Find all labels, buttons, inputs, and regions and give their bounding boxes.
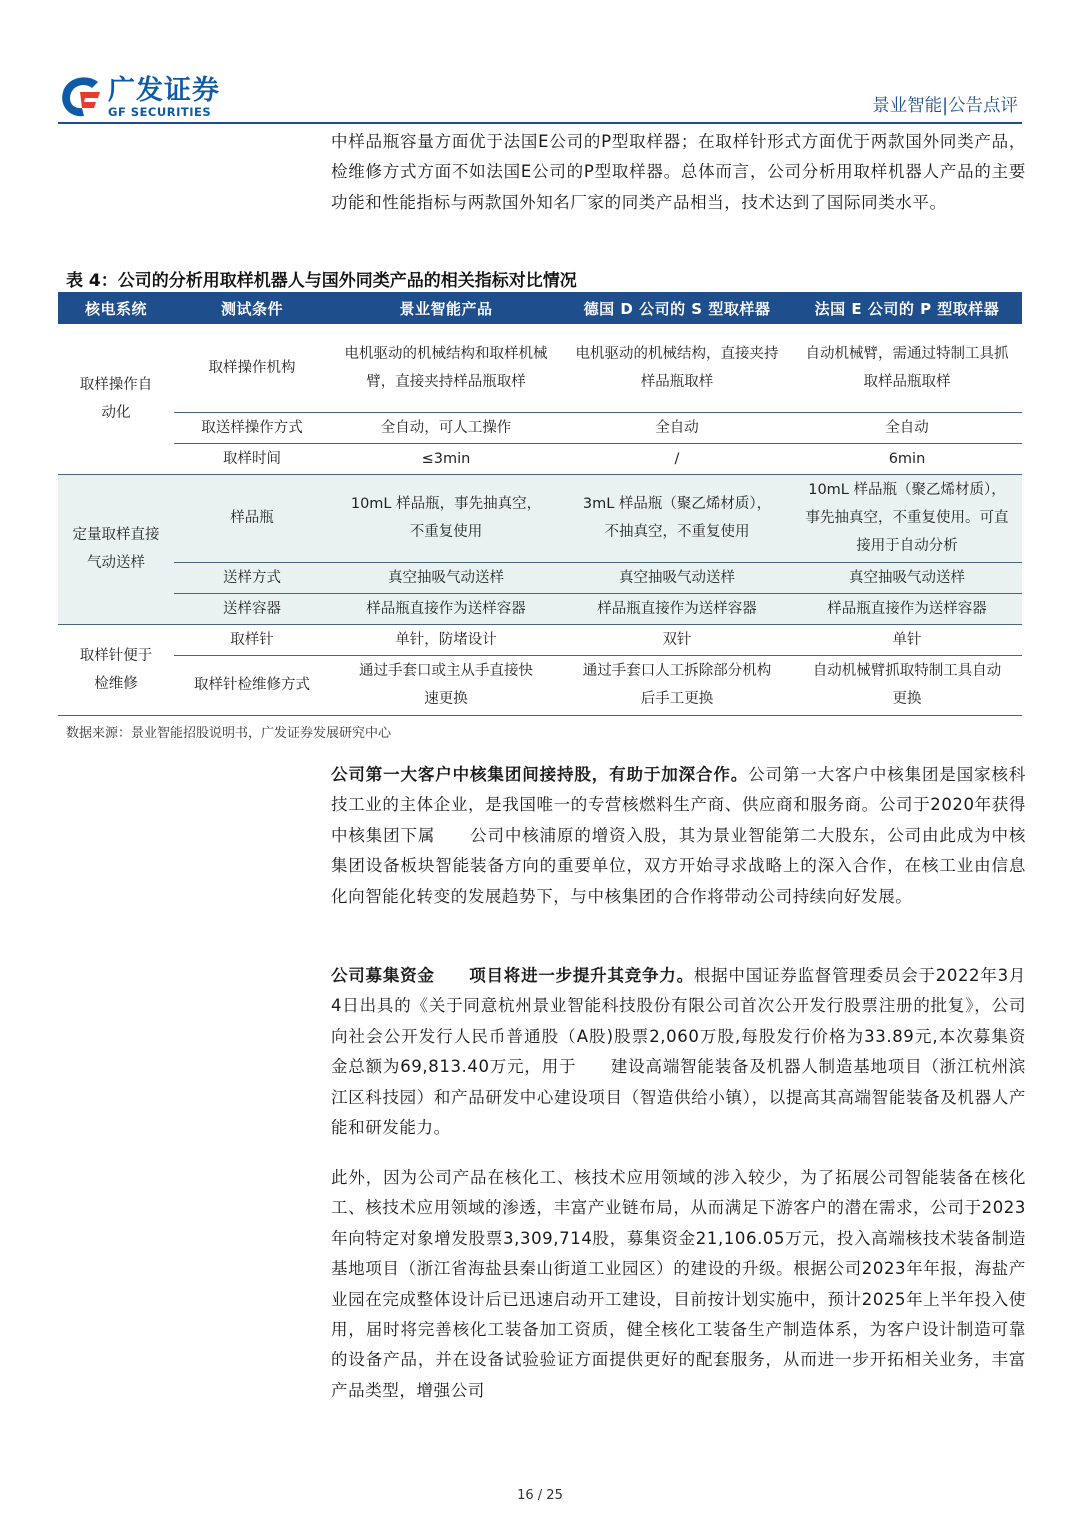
table-cell: 样品瓶直接作为送样容器 (330, 593, 562, 624)
table-cell: 取样时间 (174, 443, 330, 474)
col-header: 景业智能产品 (330, 292, 562, 324)
table-cell: 样品瓶直接作为送样容器 (792, 593, 1022, 624)
table-cell: 6min (792, 443, 1022, 474)
table-cell: 自动机械臂，需通过特制工具抓取样品瓶取样 (792, 324, 1022, 412)
table-cell: 取样针检维修方式 (174, 655, 330, 715)
table-cell: 取样操作机构 (174, 324, 330, 412)
table-row (58, 593, 1022, 624)
table-cell: 3mL 样品瓶（聚乙烯材质），不抽真空，不重复使用 (562, 474, 792, 562)
logo-chinese-name: 广发证券 (108, 74, 220, 106)
table-cell: 全自动 (792, 412, 1022, 443)
section-heading: 公司募集资金 项目将进一步提升其竞争力。 (331, 966, 694, 985)
table-cell: 通过手套口人工拆除部分机构后手工更换 (562, 655, 792, 715)
col-header: 核电系统 (58, 292, 174, 324)
col-header: 测试条件 (174, 292, 330, 324)
table-row (58, 624, 1022, 655)
comparison-table (58, 292, 1022, 716)
table-cell: 电机驱动的机械结构，直接夹持样品瓶取样 (562, 324, 792, 412)
section-paragraph: 此外，因为公司产品在核化工、核技术应用领域的涉入较少，为了拓展公司智能装备在核化工、核技术应用领域的渗透，丰富产业链布局，从而满足下游客户的潜在需求，公司于2023年向特定对象增发股票3,309,714股，募集资金21,106.05万元，投入高端核技术装备制造基地项目（浙江省海盐县秦山街道工业园区）的建设的升级。根据公司2023年年报，海盐产业园在完成整体设计后已迅速启动开工建设，目前按计划实施中，预计2025年上半年投入使用，届时将完善核化工装备加工资质，健全核化工装备生产制造体系，为客户设计制造可靠的设备产品，并在设备试验验证方面提供更好的配套服务，从而进一步开拓相关业务，丰富产品类型，增强公司 (331, 1168, 1026, 1400)
table-cell: 取样针 (174, 624, 330, 655)
section-heading: 公司第一大客户中核集团间接持股，有助于加深合作。 (331, 765, 749, 784)
data-source-note: 数据来源：景业智能招股说明书，广发证券发展研究中心 (66, 726, 392, 741)
table-cell: 单针 (792, 624, 1022, 655)
table-cell: 真空抽吸气动送样 (330, 562, 562, 593)
table-cell: 全自动 (562, 412, 792, 443)
page-header (0, 0, 1080, 130)
table-row (58, 324, 1022, 412)
group-label: 定量取样直接气动送样 (58, 474, 174, 624)
report-category: 景业智能|公告点评 (872, 96, 1018, 116)
col-header: 法国 E 公司的 P 型取样器 (792, 292, 1022, 324)
table-title: 表 4：公司的分析用取样机器人与国外同类产品的相关指标对比情况 (66, 271, 577, 291)
table-cell: 送样方式 (174, 562, 330, 593)
col-header: 德国 D 公司的 S 型取样器 (562, 292, 792, 324)
table-cell: 真空抽吸气动送样 (562, 562, 792, 593)
table-cell: 单针，防堵设计 (330, 624, 562, 655)
table-row (58, 412, 1022, 443)
table-cell: 电机驱动的机械结构和取样机械臂，直接夹持样品瓶取样 (330, 324, 562, 412)
table-cell: 双针 (562, 624, 792, 655)
logo-english-name: GF SECURITIES (108, 104, 212, 119)
intro-paragraph: 中样品瓶容量方面优于法国E公司的P型取样器；在取样针形式方面优于两款国外同类产品，检维修方式方面不如法国E公司的P型取样器。总体而言，公司分析用取样机器人产品的主要功能和性能指标与两款国外知名厂家的同类产品相当，技术达到了国际同类水平。 (331, 132, 1026, 212)
table-cell: 送样容器 (174, 593, 330, 624)
table-cell: 取送样操作方式 (174, 412, 330, 443)
table-cell: / (562, 443, 792, 474)
table-cell: 通过手套口或主从手直接快速更换 (330, 655, 562, 715)
section-body: 公司第一大客户中核集团是国家核科技工业的主体企业，是我国唯一的专营核燃料生产商、供应商和服务商。公司于2020年获得中核集团下属 公司中核浦原的增资入股，其为景业智能第二大股东，公司由此成为中核集团设备板块智能装备方向的重要单位，双方开始寻求战略上的深入合作，在核工业由信息化向智能化转变的发展趋势下，与中核集团的合作将带动公司持续向好发展。 (331, 765, 1026, 906)
section-body: 根据中国证券监督管理委员会于2022年3月4日出具的《关于同意杭州景业智能科技股份有限公司首次公开发行股票注册的批复》，公司向社会公开发行人民币普通股（A股)股票2,060万股,每股发行价格为33.89元,本次募集资金总额为69,813.40万元，用于 建设高端智能装备及机器人制造基地项目（浙江杭州滨江区科技园）和产品研发中心建设项目（智造供给小镇），以提高其高端智能装备及机器人产能和研发能力。 (331, 966, 1026, 1138)
table-row (58, 562, 1022, 593)
gf-logo-icon (58, 74, 104, 120)
table-cell: 10mL 样品瓶（聚乙烯材质），事先抽真空，不重复使用。可直接用于自动分析 (792, 474, 1022, 562)
header-divider (58, 122, 1022, 124)
table-row (58, 655, 1022, 715)
table-header-row (58, 292, 1022, 324)
gf-securities-logo (58, 74, 220, 120)
group-label: 取样操作自动化 (58, 324, 174, 474)
table-cell: ≤3min (330, 443, 562, 474)
table-cell: 自动机械臂抓取特制工具自动更换 (792, 655, 1022, 715)
table-cell: 样品瓶 (174, 474, 330, 562)
table-cell: 10mL 样品瓶，事先抽真空，不重复使用 (330, 474, 562, 562)
table-cell: 全自动，可人工操作 (330, 412, 562, 443)
section-paragraph (331, 760, 1026, 912)
table-row (58, 474, 1022, 562)
section-paragraph (331, 961, 1026, 1143)
page-number: 16 / 25 (517, 1488, 563, 1503)
table-cell: 真空抽吸气动送样 (792, 562, 1022, 593)
table-cell: 样品瓶直接作为送样容器 (562, 593, 792, 624)
group-label: 取样针便于检维修 (58, 624, 174, 715)
table-row (58, 443, 1022, 474)
